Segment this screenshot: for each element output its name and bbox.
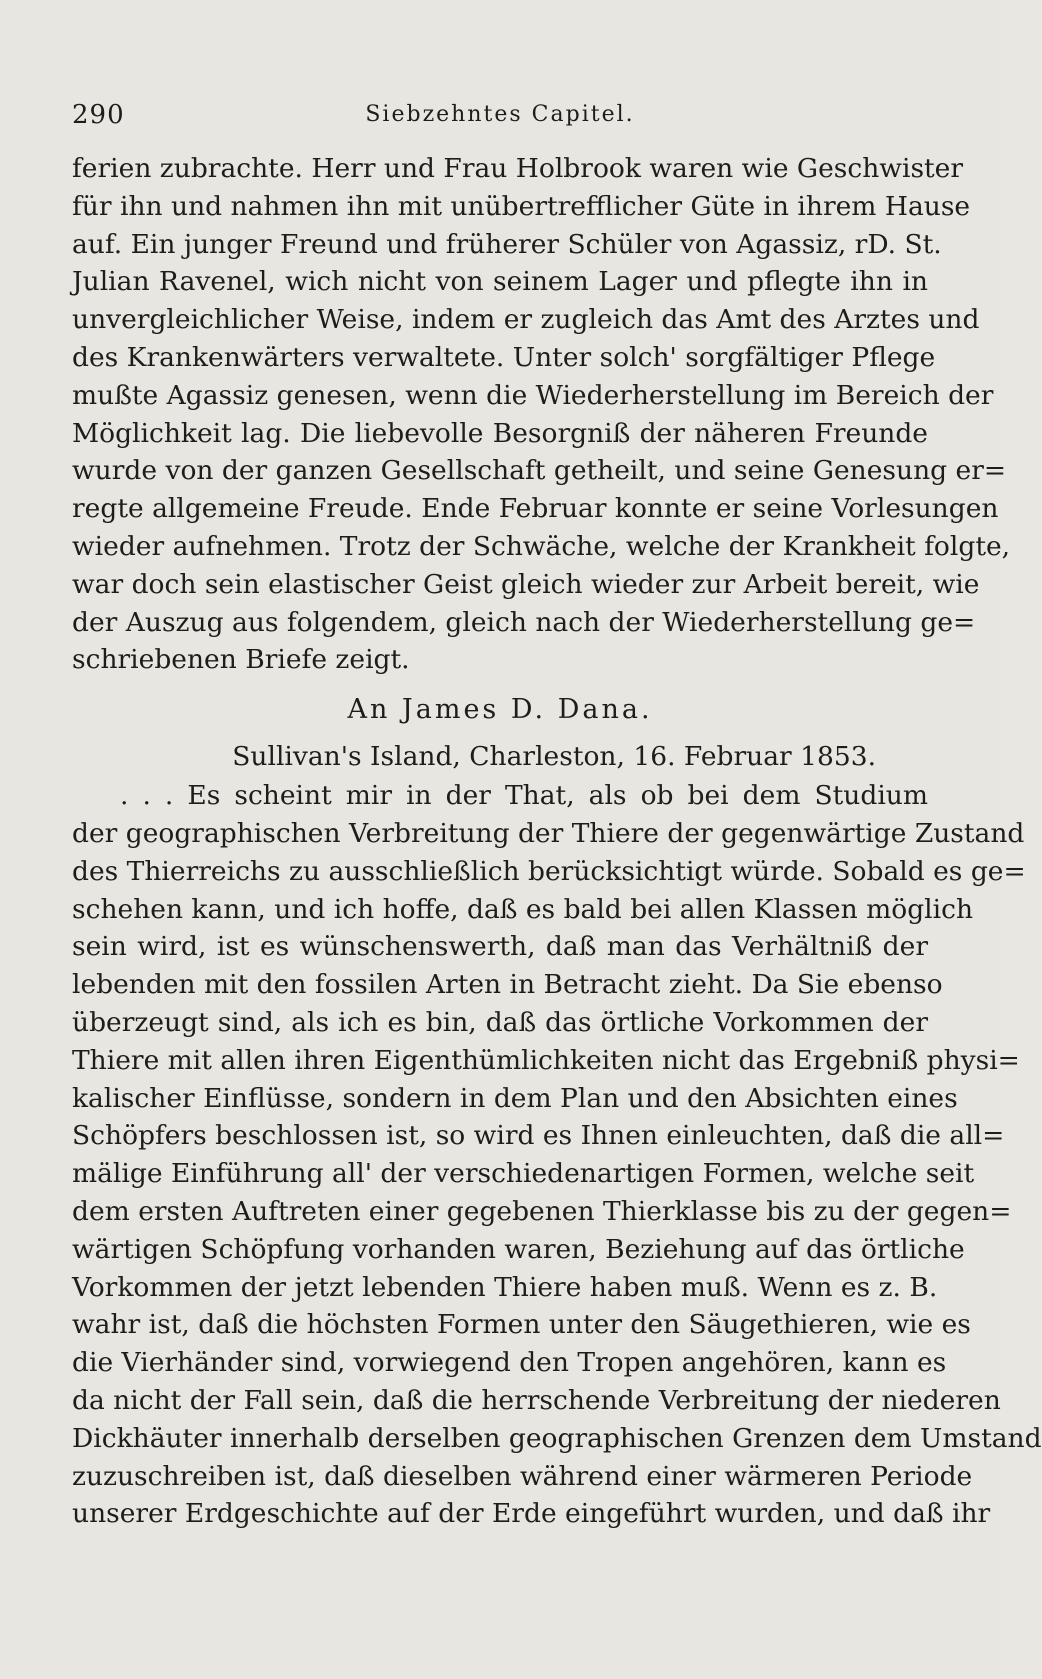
text-line: Thiere mit allen ihren Eigenthümlichkeiten nicht das Ergebniß physi=: [72, 1044, 1020, 1076]
text-line: sein wird, ist es wünschenswerth, daß man das Verhältniß der: [72, 931, 928, 963]
text-line: zuzuschreiben ist, daß dieselben während einer wärmeren Periode: [72, 1460, 973, 1492]
text-line: Vorkommen der jetzt lebenden Thiere haben muß. Wenn es z. B.: [72, 1271, 938, 1303]
text-line: überzeugt sind, als ich es bin, daß das örtliche Vorkommen der: [72, 1006, 928, 1038]
text-line: für ihn und nahmen ihn mit unübertrefflicher Güte in ihrem Hause: [72, 190, 971, 222]
text-line: wurde von der ganzen Gesellschaft getheilt, und seine Genesung er=: [72, 455, 1007, 487]
text-line: Schöpfers beschlossen ist, so wird es Ihnen einleuchten, daß die all=: [72, 1120, 1005, 1152]
page-header: [72, 100, 928, 140]
text-line: unserer Erdgeschichte auf der Erde eingeführt wurden, und daß ihr: [72, 1498, 991, 1530]
text-line: die Vierhänder sind, vorwiegend den Tropen angehören, kann es: [72, 1347, 947, 1379]
paragraph-2: [72, 777, 1042, 1533]
body-text: [72, 150, 1042, 1533]
text-line: regte allgemeine Freude. Ende Februar konnte er seine Vorlesungen: [72, 493, 999, 525]
text-line: auf. Ein junger Freund und früherer Schüler von Agassiz, rD. St.: [72, 228, 942, 260]
page-number: 290: [72, 100, 125, 130]
letter-place-date: Sullivan's Island, Charleston, 16. Februar 1853.: [232, 741, 876, 773]
letter-addressee: An James D. Dana.: [347, 694, 653, 726]
text-line: der Auszug aus folgendem, gleich nach der Wiederherstellung ge=: [72, 606, 976, 638]
text-line: Dickhäuter innerhalb derselben geographischen Grenzen dem Umstand: [72, 1422, 1042, 1454]
paragraph-1: [72, 150, 1011, 679]
running-title: Siebzehntes Capitel.: [365, 102, 635, 127]
text-line: schehen kann, und ich hoffe, daß es bald bei allen Klassen möglich: [72, 893, 974, 925]
text-line: kalischer Einflüsse, sondern in dem Plan und den Absichten eines: [72, 1082, 958, 1114]
text-line: war doch sein elastischer Geist gleich wieder zur Arbeit bereit, wie: [72, 568, 980, 600]
text-line: da nicht der Fall sein, daß die herrschende Verbreitung der niederen: [72, 1384, 1001, 1416]
text-line: mälige Einführung all' der verschiedenartigen Formen, welche seit: [72, 1158, 975, 1190]
text-line: wärtigen Schöpfung vorhanden waren, Beziehung auf das örtliche: [72, 1233, 965, 1265]
text-line: . . . Es scheint mir in der That, als ob bei dem Studium: [120, 780, 928, 812]
text-line: des Krankenwärters verwaltete. Unter solch' sorgfältiger Pflege: [72, 341, 936, 373]
text-line: Möglichkeit lag. Die liebevolle Besorgniß der näheren Freunde: [72, 417, 928, 449]
text-line: des Thierreichs zu ausschließlich berücksichtigt würde. Sobald es ge=: [72, 855, 1026, 887]
text-line: wieder aufnehmen. Trotz der Schwäche, welche der Krankheit folgte,: [72, 530, 1011, 562]
text-line: lebenden mit den fossilen Arten in Betracht zieht. Da Sie ebenso: [72, 969, 943, 1001]
text-line: dem ersten Auftreten einer gegebenen Thierklasse bis zu der gegen=: [72, 1195, 1012, 1227]
text-line: ferien zubrachte. Herr und Frau Holbrook waren wie Geschwister: [72, 153, 964, 184]
text-line: unvergleichlicher Weise, indem er zugleich das Amt des Arztes und: [72, 304, 980, 336]
text-line: wahr ist, daß die höchsten Formen unter den Säugethieren, wie es: [72, 1309, 971, 1341]
text-line: schriebenen Briefe zeigt.: [72, 644, 410, 676]
text-line: der geographischen Verbreitung der Thiere der gegenwärtige Zustand: [72, 817, 1025, 849]
text-line: mußte Agassiz genesen, wenn die Wiederherstellung im Bereich der: [72, 379, 994, 411]
text-line: Julian Ravenel, wich nicht von seinem Lager und pflegte ihn in: [72, 266, 928, 298]
